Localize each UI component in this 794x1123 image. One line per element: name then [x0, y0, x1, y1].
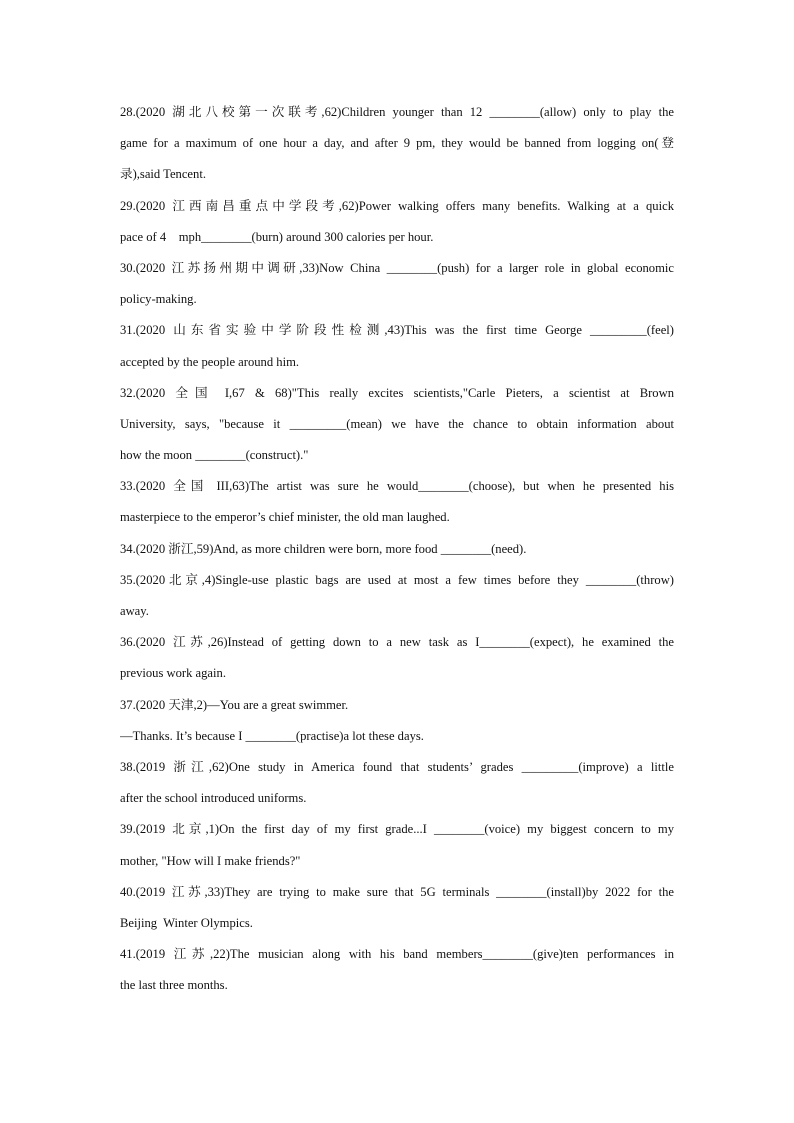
question-29: [120, 191, 674, 253]
question-39-line-1: 39.(2019 北京,1)On the first day of my first grade...I ________(voice) my biggest concern to my: [120, 822, 674, 837]
question-37: [120, 690, 674, 752]
question-28-line-3: 录),said Tencent.: [120, 167, 206, 182]
question-40-line-2: Beijing Winter Olympics.: [120, 915, 253, 930]
question-39-line-2: mother, "How will I make friends?": [120, 853, 301, 868]
question-41-line-1: 41.(2019 江苏,22)The musician along with his band members________(give)ten performances in: [120, 947, 674, 962]
question-29-line-2: pace of 4 mph________(burn) around 300 calories per hour.: [120, 229, 434, 244]
question-35-line-2: away.: [120, 604, 149, 618]
question-30: [120, 253, 674, 315]
question-33: [120, 471, 674, 533]
question-31-line-2: accepted by the people around him.: [120, 354, 300, 369]
question-38: [120, 752, 674, 814]
question-32-line-2: University, says, "because it _________(mean) we have the chance to obtain information about: [120, 416, 674, 431]
question-40: [120, 877, 674, 939]
question-41: [120, 939, 674, 1001]
question-31: [120, 315, 674, 377]
question-32-line-3: how the moon ________(construct).": [120, 448, 309, 463]
question-39: [120, 814, 674, 876]
question-40-line-1: 40.(2019 江苏,33)They are trying to make sure that 5G terminals ________(install)by 2022 for the: [120, 884, 674, 899]
question-29-line-1: 29.(2020 江西南昌重点中学段考,62)Power walking offers many benefits. Walking at a quick: [120, 198, 674, 213]
question-37-line-1: 37.(2020 天津,2)—You are a great swimmer.: [120, 697, 349, 712]
question-list: [120, 97, 674, 1001]
question-33-line-2: masterpiece to the emperor’s chief minister, the old man laughed.: [120, 510, 450, 525]
question-32-line-1: 32.(2020 全国 I,67 & 68)"This really excites scientists,"Carle Pieters, a scientist at Brown: [120, 385, 674, 400]
question-30-line-1: 30.(2020 江苏扬州期中调研,33)Now China ________(push) for a larger role in global economic: [120, 260, 674, 275]
question-38-line-2: after the school introduced uniforms.: [120, 791, 307, 806]
question-31-line-1: 31.(2020 山东省实验中学阶段性检测,43)This was the first time George _________(feel): [120, 323, 674, 338]
question-30-line-2: policy-making.: [120, 292, 197, 307]
question-28-line-2: game for a maximum of one hour a day, and after 9 pm, they would be banned from logging on(登: [120, 136, 674, 151]
question-35: [120, 565, 674, 627]
question-41-line-2: the last three months.: [120, 978, 228, 993]
question-36-line-2: previous work again.: [120, 666, 226, 681]
question-34-line-1: 34.(2020 浙江,59)And, as more children were born, more food ________(need).: [120, 541, 527, 556]
question-28-line-1: 28.(2020 湖北八校第一次联考,62)Children younger than 12 ________(allow) only to play the: [120, 105, 674, 119]
question-35-line-1: 35.(2020北京,4)Single-use plastic bags are used at most a few times before they ________(throw): [120, 572, 674, 587]
question-36-line-1: 36.(2020 江苏,26)Instead of getting down to a new task as I________(expect), he examined the: [120, 635, 674, 650]
question-37-line-2: —Thanks. It’s because I ________(practise)a lot these days.: [120, 728, 424, 743]
question-33-line-1: 33.(2020 全国 III,63)The artist was sure he would________(choose), but when he presented his: [120, 479, 674, 494]
question-38-line-1: 38.(2019 浙江,62)One study in America found that students’ grades _________(improve) a little: [120, 759, 674, 774]
question-34: [120, 534, 674, 565]
question-36: [120, 627, 674, 689]
question-28: [120, 97, 674, 191]
question-32: [120, 378, 674, 472]
